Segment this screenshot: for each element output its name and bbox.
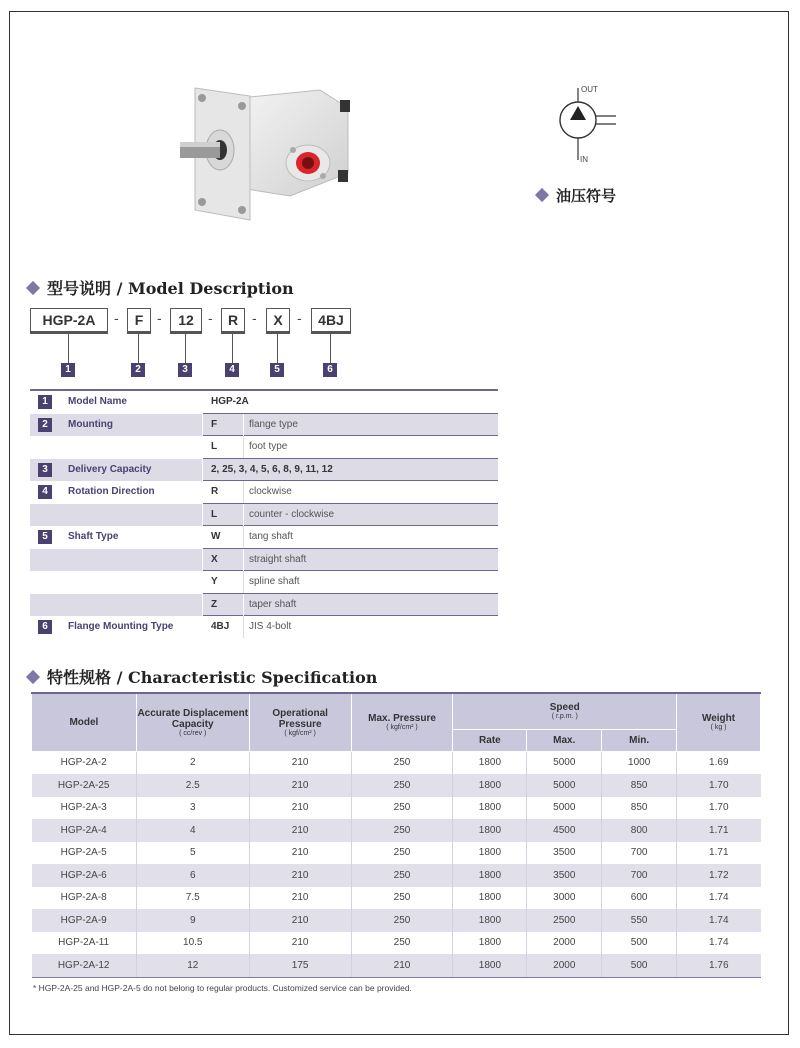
row-code: X <box>211 553 218 565</box>
code-number-badge: 6 <box>323 363 337 377</box>
row-number-badge: 5 <box>38 530 52 544</box>
cell-max-pressure: 250 <box>351 864 453 887</box>
cell-model: HGP-2A-5 <box>32 842 137 865</box>
code-connector <box>138 334 139 363</box>
cell-max: 5000 <box>527 751 602 774</box>
cell-weight: 1.72 <box>677 864 761 887</box>
cell-max: 2500 <box>527 909 602 932</box>
cell-op-pressure: 210 <box>249 751 351 774</box>
cell-rate: 1800 <box>453 797 527 820</box>
cell-op-pressure: 175 <box>249 954 351 977</box>
spec-table <box>31 692 761 978</box>
cell-capacity: 9 <box>136 909 249 932</box>
cell-weight: 1.70 <box>677 774 761 797</box>
symbol-out-label: OUT <box>581 85 598 94</box>
code-connector <box>185 334 186 363</box>
row-desc: JIS 4-bolt <box>249 621 292 632</box>
row-code: W <box>211 531 221 542</box>
header-min: Min. <box>602 729 677 751</box>
desc-row-mounting-foot <box>30 436 498 459</box>
header-capacity-text: Accurate Displacement Capacity <box>137 707 249 730</box>
cell-max-pressure: 250 <box>351 909 453 932</box>
cell-max: 2000 <box>527 932 602 955</box>
header-speed-unit: ( r.p.m. ) <box>551 713 578 721</box>
code-connector <box>232 334 233 363</box>
cell-max-pressure: 250 <box>351 797 453 820</box>
desc-row-rotation <box>30 481 498 504</box>
cell-weight: 1.71 <box>677 819 761 842</box>
header-speed-text: Speed <box>549 702 580 714</box>
header-capacity <box>136 693 249 751</box>
header-op-pressure-unit: ( kgf/cm² ) <box>284 729 316 737</box>
cell-weight: 1.76 <box>677 954 761 977</box>
row-code: HGP-2A <box>211 396 249 407</box>
header-model: Model <box>32 693 137 751</box>
cell-max-pressure: 250 <box>351 887 453 910</box>
cell-model: HGP-2A-2 <box>32 751 137 774</box>
footnote: * HGP-2A-25 and HGP-2A-5 do not belong to regular products. Customized service can be provided. <box>33 983 412 993</box>
row-desc: clockwise <box>249 486 292 497</box>
cell-max: 2000 <box>527 954 602 977</box>
table-row <box>32 842 761 865</box>
cell-model: HGP-2A-8 <box>32 887 137 910</box>
table-row <box>32 797 761 820</box>
code-separator: - <box>252 310 257 326</box>
cell-weight: 1.74 <box>677 909 761 932</box>
code-separator: - <box>114 310 119 326</box>
cell-capacity: 3 <box>136 797 249 820</box>
cell-max-pressure: 250 <box>351 842 453 865</box>
gear-pump-image <box>180 78 360 228</box>
row-label: Delivery Capacity <box>68 463 152 475</box>
cell-model: HGP-2A-6 <box>32 864 137 887</box>
table-row <box>32 819 761 842</box>
symbol-caption <box>537 185 616 206</box>
cell-max: 5000 <box>527 774 602 797</box>
row-code: 2, 25, 3, 4, 5, 6, 8, 9, 11, 12 <box>211 463 333 475</box>
cell-rate: 1800 <box>453 774 527 797</box>
cell-weight: 1.69 <box>709 757 729 769</box>
code-connector <box>277 334 278 363</box>
cell-op-pressure: 210 <box>249 909 351 932</box>
desc-row-capacity <box>30 459 498 482</box>
header-weight <box>677 693 761 751</box>
cell-max-pressure: 250 <box>351 932 453 955</box>
header-op-pressure-text: Operational Pressure <box>272 707 328 730</box>
cell-max: 5000 <box>527 797 602 820</box>
cell-rate: 1800 <box>453 842 527 865</box>
row-code: 4BJ <box>211 621 230 632</box>
cell-weight: 1.70 <box>709 802 729 814</box>
cell-min: 1000 <box>602 751 677 774</box>
cell-min: 500 <box>602 932 677 955</box>
model-description-table <box>30 389 498 639</box>
row-number-badge: 2 <box>38 418 52 432</box>
row-number-badge: 6 <box>38 620 52 634</box>
code-part-flange: 4BJ <box>311 308 351 334</box>
cell-max: 3500 <box>527 842 602 865</box>
cell-weight: 1.74 <box>709 892 729 904</box>
header-weight-text: Weight <box>701 713 736 725</box>
cell-weight: 1.74 <box>709 937 729 949</box>
diamond-bullet-icon <box>26 281 40 295</box>
header-max: Max. <box>527 729 602 751</box>
cell-model: HGP-2A-4 <box>32 819 137 842</box>
row-code: L <box>211 441 218 452</box>
code-separator: - <box>157 310 162 326</box>
cell-min: 850 <box>602 774 677 797</box>
desc-row-model-name <box>30 391 498 414</box>
header-max-pressure <box>351 693 453 751</box>
spec-title <box>28 665 377 688</box>
cell-min: 850 <box>602 797 677 820</box>
row-desc: counter - clockwise <box>249 508 335 520</box>
header-speed <box>453 693 677 729</box>
spec-title-text: 特性规格 / Characteristic Specification <box>47 668 378 687</box>
code-number-badge: 5 <box>270 363 284 377</box>
cell-model: HGP-2A-25 <box>32 774 137 797</box>
row-number-badge: 4 <box>38 485 52 499</box>
desc-row-shaft <box>30 526 498 549</box>
table-row <box>32 932 761 955</box>
cell-capacity: 5 <box>136 842 249 865</box>
row-number-badge: 3 <box>38 463 52 477</box>
cell-capacity: 10.5 <box>136 932 249 955</box>
cell-min: 500 <box>602 954 677 977</box>
cell-capacity: 4 <box>136 819 249 842</box>
row-desc: foot type <box>249 441 288 452</box>
header-rate: Rate <box>453 729 527 751</box>
desc-row-shaft-spline <box>30 571 498 594</box>
cell-rate: 1800 <box>453 954 527 977</box>
code-part-shaft: X <box>266 308 290 334</box>
code-part-capacity: 12 <box>170 308 202 334</box>
table-row <box>32 909 761 932</box>
cell-op-pressure: 210 <box>249 887 351 910</box>
row-label: Mounting <box>68 418 113 430</box>
row-label: Model Name <box>68 396 127 407</box>
cell-rate: 1800 <box>453 932 527 955</box>
cell-rate: 1800 <box>453 751 527 774</box>
cell-model: HGP-2A-9 <box>32 909 137 932</box>
cell-max-pressure: 250 <box>351 819 453 842</box>
cell-capacity: 12 <box>136 954 249 977</box>
row-code: R <box>211 486 219 497</box>
cell-op-pressure: 210 <box>249 797 351 820</box>
cell-op-pressure: 210 <box>249 774 351 797</box>
code-number-badge: 3 <box>178 363 192 377</box>
cell-capacity: 2.5 <box>136 774 249 797</box>
row-code: L <box>211 508 218 520</box>
header-weight-unit: ( kg ) <box>710 724 727 732</box>
header-max-pressure-unit: ( kgf/cm² ) <box>386 724 418 732</box>
desc-row-rotation-ccw <box>30 504 498 527</box>
cell-max: 3000 <box>527 887 602 910</box>
code-part-model: HGP-2A <box>30 308 108 334</box>
table-row <box>32 774 761 797</box>
row-desc: taper shaft <box>249 598 297 610</box>
cell-max-pressure: 250 <box>351 751 453 774</box>
cell-max-pressure: 210 <box>351 954 453 977</box>
cell-min: 800 <box>602 819 677 842</box>
symbol-caption-text: 油压符号 <box>556 187 617 205</box>
cell-min: 700 <box>602 842 677 865</box>
table-row <box>32 864 761 887</box>
row-label: Flange Mounting Type <box>68 621 174 632</box>
code-part-mounting: F <box>127 308 151 334</box>
cell-rate: 1800 <box>453 887 527 910</box>
code-connector <box>68 334 69 363</box>
header-capacity-unit: ( cc/rev ) <box>179 729 207 737</box>
diamond-bullet-icon <box>26 670 40 684</box>
code-part-rotation: R <box>221 308 245 334</box>
row-code: Z <box>211 598 218 610</box>
cell-rate: 1800 <box>453 909 527 932</box>
table-row <box>32 954 761 977</box>
row-code: F <box>211 418 218 430</box>
row-desc: flange type <box>249 418 298 430</box>
desc-row-shaft-taper <box>30 594 498 617</box>
cell-rate: 1800 <box>453 864 527 887</box>
code-number-badge: 2 <box>131 363 145 377</box>
cell-op-pressure: 210 <box>249 864 351 887</box>
diamond-bullet-icon <box>535 188 549 202</box>
desc-row-shaft-straight <box>30 549 498 572</box>
cell-model: HGP-2A-3 <box>32 797 137 820</box>
table-row <box>32 751 761 774</box>
row-number-badge: 1 <box>38 395 52 409</box>
cell-max: 3500 <box>527 864 602 887</box>
symbol-in-label: IN <box>580 155 588 164</box>
cell-capacity: 2 <box>136 751 249 774</box>
model-description-title-text: 型号说明 / Model Description <box>47 279 294 298</box>
row-label: Shaft Type <box>68 531 119 542</box>
code-separator: - <box>297 310 302 326</box>
cell-weight: 1.71 <box>709 847 729 859</box>
cell-min: 700 <box>602 864 677 887</box>
cell-rate: 1800 <box>453 819 527 842</box>
cell-max: 4500 <box>527 819 602 842</box>
cell-op-pressure: 210 <box>249 842 351 865</box>
cell-model: HGP-2A-11 <box>32 932 137 955</box>
code-connector <box>330 334 331 363</box>
cell-model: HGP-2A-12 <box>32 954 137 977</box>
row-desc: spline shaft <box>249 576 300 587</box>
cell-op-pressure: 210 <box>249 932 351 955</box>
code-separator: - <box>208 310 213 326</box>
cell-capacity: 7.5 <box>136 887 249 910</box>
table-row <box>32 887 761 910</box>
code-number-badge: 4 <box>225 363 239 377</box>
header-op-pressure <box>249 693 351 751</box>
cell-capacity: 6 <box>136 864 249 887</box>
row-desc: tang shaft <box>249 531 293 542</box>
code-number-badge: 1 <box>61 363 75 377</box>
header-max-pressure-text: Max. Pressure <box>368 713 436 725</box>
row-desc: straight shaft <box>249 553 307 565</box>
cell-max-pressure: 250 <box>351 774 453 797</box>
cell-min: 600 <box>602 887 677 910</box>
desc-row-flange <box>30 616 498 639</box>
model-description-title <box>28 276 294 299</box>
cell-op-pressure: 210 <box>249 819 351 842</box>
desc-row-mounting <box>30 414 498 437</box>
cell-min: 550 <box>602 909 677 932</box>
row-code: Y <box>211 576 218 587</box>
row-label: Rotation Direction <box>68 486 155 497</box>
